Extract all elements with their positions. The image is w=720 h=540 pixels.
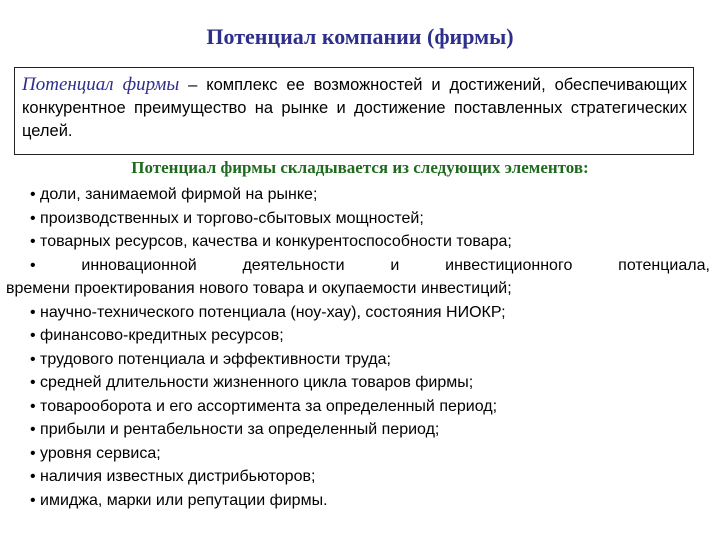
list-item: • средней длительности жизненного цикла товаров фирмы; xyxy=(30,374,474,391)
list-item: • производственных и торгово-сбытовых мощностей; xyxy=(30,209,424,227)
definition-text: комплекс ее возможностей и достижений, обеспечивающих конкурентное преимущество на рынке и достижение поставленных стратегических целей. xyxy=(22,76,687,140)
list-item: • финансово-кредитных ресурсов; xyxy=(30,327,284,344)
list-item: • прибыли и рентабельности за определенный период; xyxy=(30,421,440,438)
word: • xyxy=(30,256,36,274)
elements-list xyxy=(6,183,710,512)
list-item: • трудового потенциала и эффективности труда; xyxy=(30,350,391,368)
list-item: • уровня сервиса; xyxy=(30,444,161,462)
definition-term: Потенциал фирмы xyxy=(22,74,180,95)
word: и xyxy=(390,256,400,274)
word: инновационной xyxy=(81,256,197,274)
elements-heading: Потенциал фирмы складывается из следующих элементов: xyxy=(131,158,589,177)
wrapped-item-line2: времени проектирования нового товара и окупаемости инвестиций; xyxy=(6,280,512,297)
list-item: • имиджа, марки или репутации фирмы. xyxy=(30,491,328,509)
wrapped-item-line1 xyxy=(6,254,710,278)
definition-box xyxy=(14,67,694,155)
list-item-wrapped xyxy=(6,254,710,301)
definition-dash: – xyxy=(188,76,198,94)
page-title: Потенциал компании (фирмы) xyxy=(206,24,514,49)
word: деятельности xyxy=(242,256,345,274)
list-item: • наличия известных дистрибьюторов; xyxy=(30,468,316,485)
list-item: • доли, занимаемой фирмой на рынке; xyxy=(30,186,318,203)
word: потенциала, xyxy=(618,256,710,274)
list-item: • товарооборота и его ассортимента за определенный период; xyxy=(30,397,498,415)
word: инвестиционного xyxy=(445,256,573,274)
list-item: • научно-технического потенциала (ноу-хау), состояния НИОКР; xyxy=(30,303,506,321)
list-item: • товарных ресурсов, качества и конкурентоспособности товара; xyxy=(30,233,512,250)
